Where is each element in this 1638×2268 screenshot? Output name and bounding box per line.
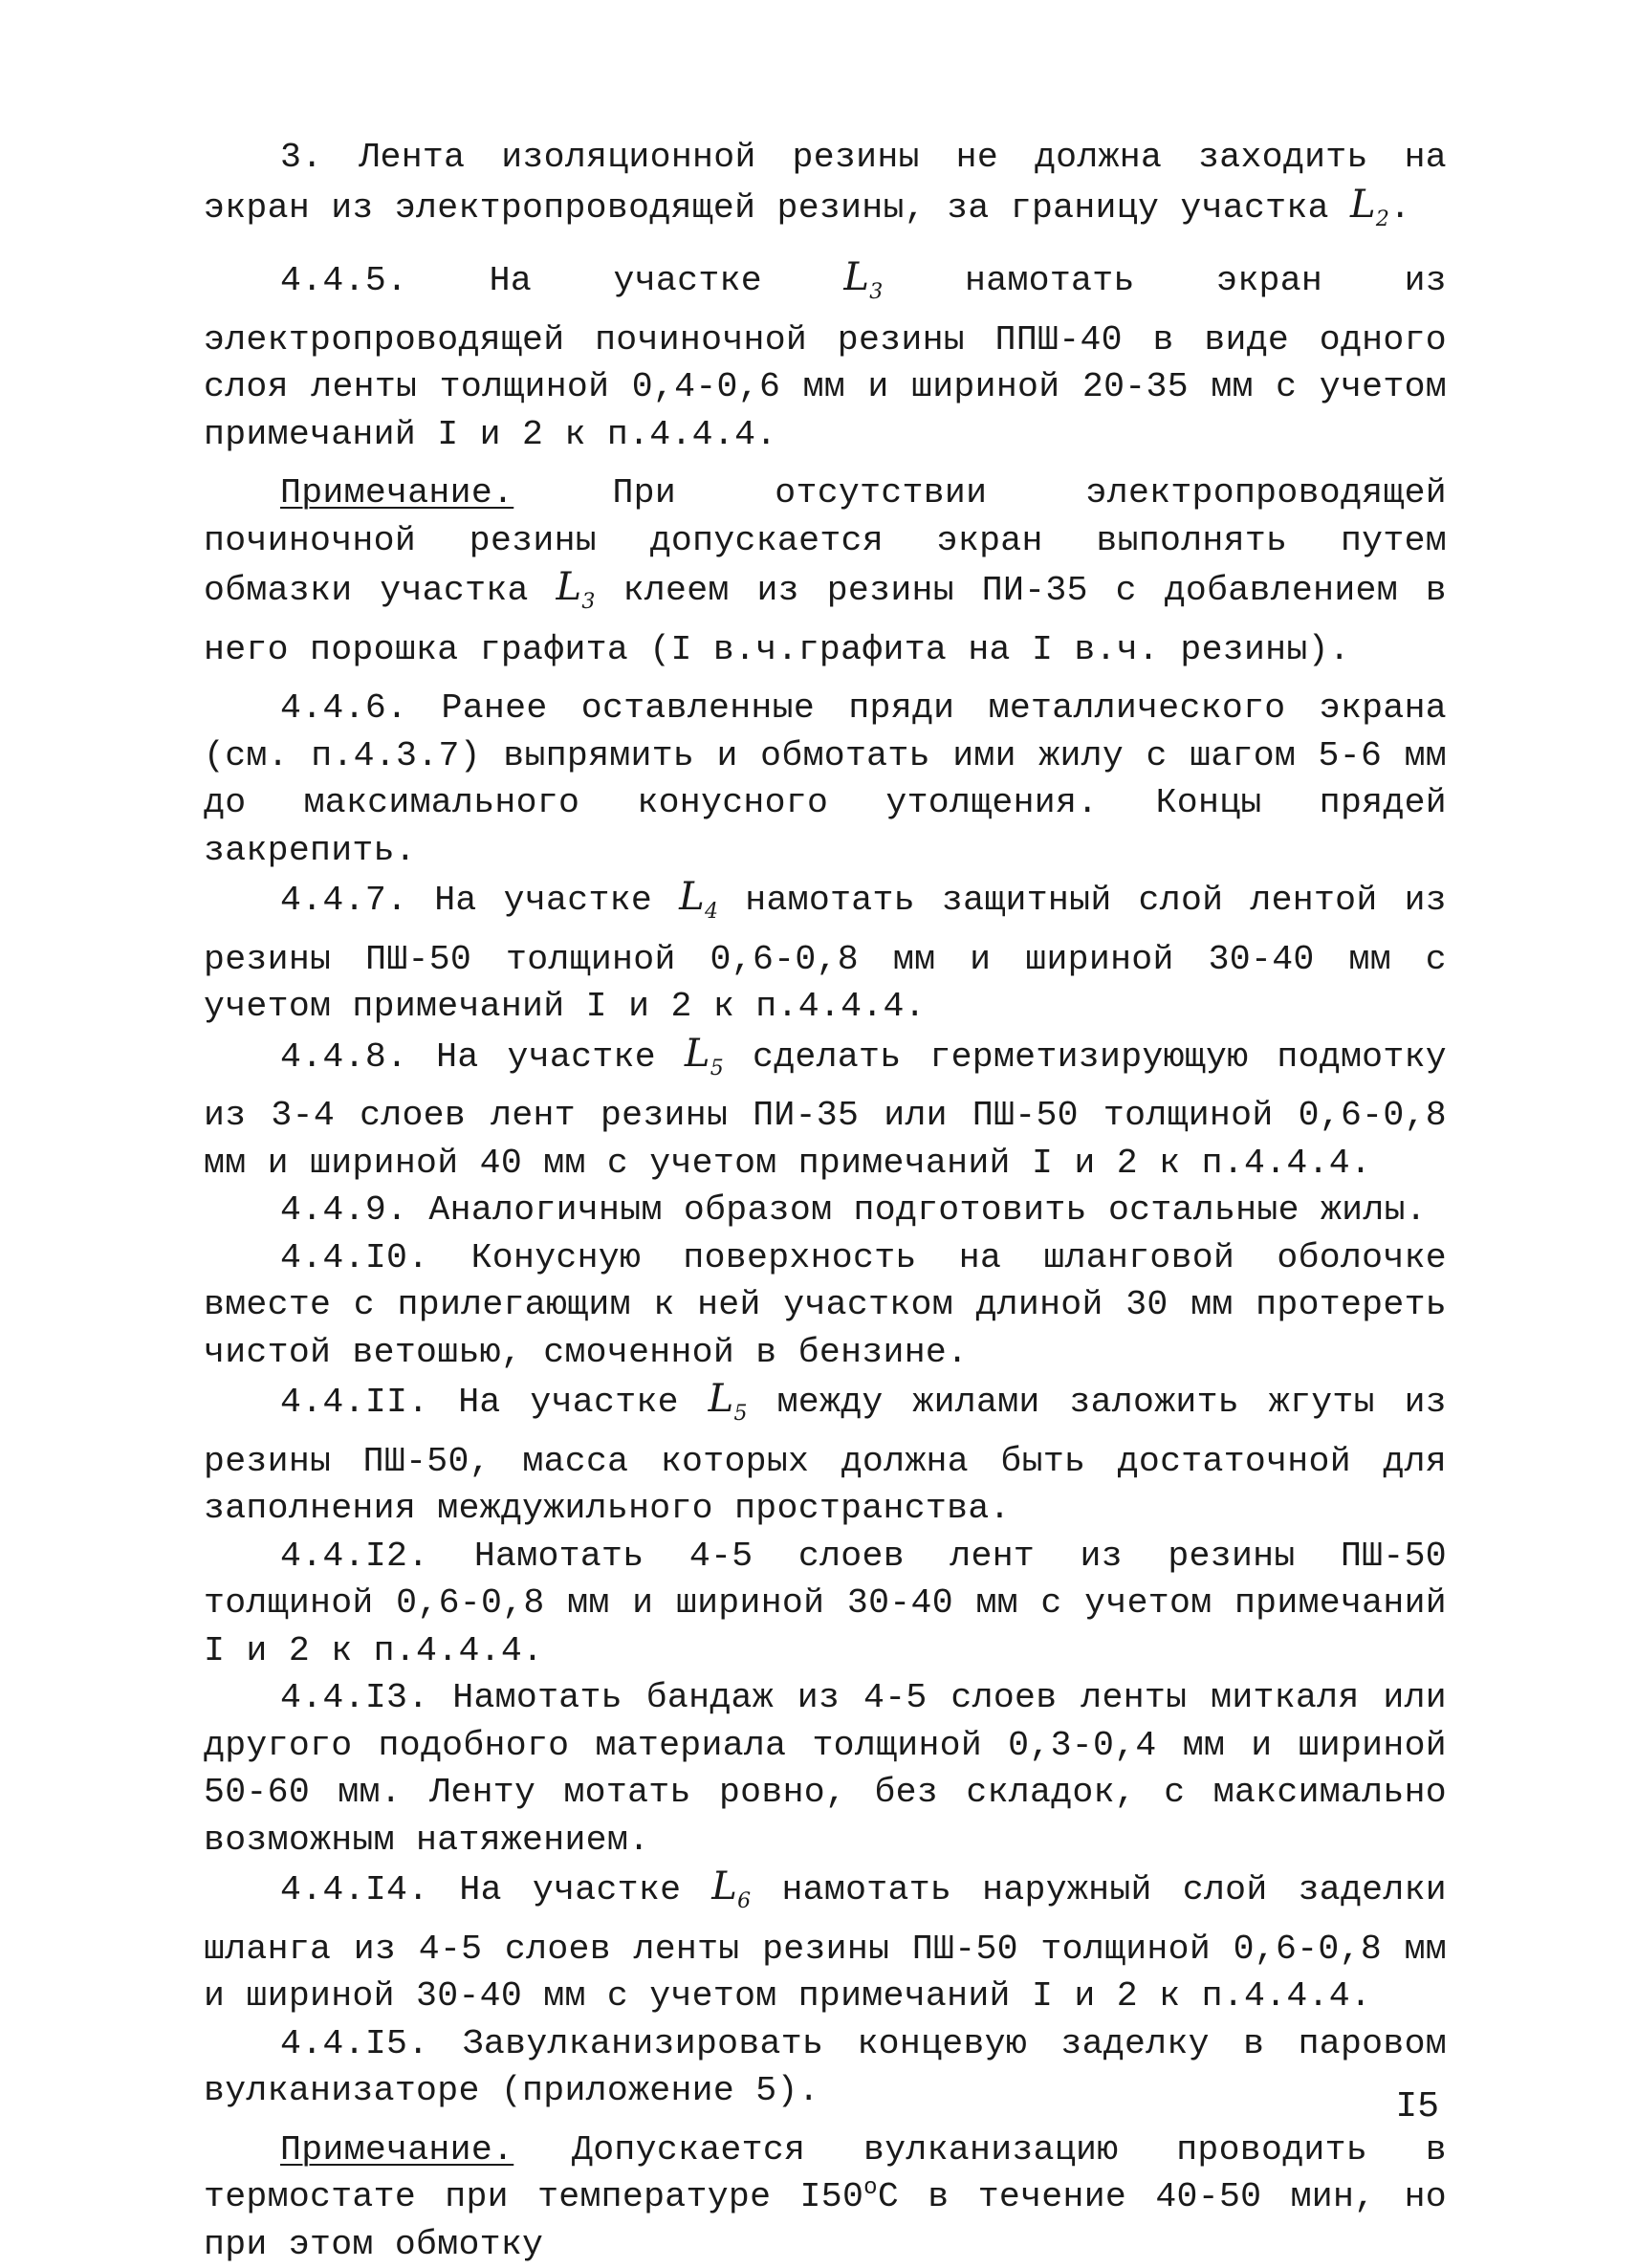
note-label: Примечание. [280, 473, 513, 512]
paragraph-4-4-12: 4.4.I2. Намотать 4-5 слоев лент из резины ПШ-50 толщиной 0,6-0,8 мм и шириной 30-40 мм с учетом примечаний I и 2 к п.4.4.4. [204, 1533, 1447, 1675]
paragraph-4-4-5: 4.4.5. На участке $L_3$ намотать экран из электропроводящей починочной резины ППШ-40 в виде одного слоя ленты толщиной 0,4-0,6 мм и шириной 20-35 мм с учетом примечаний I и 2 к п.4.4.4. [204, 254, 1447, 458]
paragraph-4-4-7: 4.4.7. На участке $L_4$ намотать защитный слой лентой из резины ПШ-50 толщиной 0,6-0,8 мм и шириной 30-40 мм с учетом примечаний I и 2 к п.4.4.4. [204, 874, 1447, 1031]
segment-l3-symbol: $L_3$ [843, 255, 883, 299]
page-number: I5 [1395, 2086, 1439, 2127]
degree-sign: о [863, 2175, 878, 2201]
segment-l2-symbol: $L_2$ [1350, 183, 1389, 227]
paragraph-4-4-6: 4.4.6. Ранее оставленные пряди металлического экрана (см. п.4.3.7) выпрямить и обмотать ими жилу с шагом 5-6 мм до максимального конусного утолщения. Концы прядей закрепить. [204, 685, 1447, 874]
note-4-4-5: Примечание. При отсутствии электропроводящей починочной резины допускается экран выполнять путем обмазки участка $L_3$ клеем из резины ПИ-35 с добавлением в него порошка графита (I в.ч.графита на I в.ч. резины). [204, 469, 1447, 673]
segment-l4-symbol: $L_4$ [679, 875, 718, 919]
segment-l5-symbol: $L_5$ [685, 1032, 724, 1076]
note-4-4-15: Примечание. Допускается вулканизацию проводить в термостате при температуре $I50^оС$ в течение 40-50 мин, но при этом обмотку [204, 2126, 1447, 2268]
segment-l6-symbol: $L_6$ [711, 1865, 751, 1908]
paragraph-4-4-15: 4.4.I5. Завулканизировать концевую заделку в паровом вулканизаторе (приложение 5). [204, 2020, 1447, 2115]
paragraph-4-4-14: 4.4.I4. На участке $L_6$ намотать наружный слой заделки шланга из 4-5 слоев ленты резины ПШ-50 толщиной 0,6-0,8 мм и шириной 30-40 мм с учетом примечаний I и 2 к п.4.4.4. [204, 1864, 1447, 2020]
segment-l5-symbol: $L_5$ [709, 1377, 748, 1421]
body-text [204, 134, 1447, 2268]
paragraph-4-4-9: 4.4.9. Аналогичным образом подготовить остальные жилы. [204, 1187, 1447, 1234]
paragraph-4-4-8: 4.4.8. На участке $L_5$ сделать герметизирующую подмотку из 3-4 слоев лент резины ПИ-35 или ПШ-50 толщиной 0,6-0,8 мм и шириной 40 мм с учетом примечаний I и 2 к п.4.4.4. [204, 1031, 1447, 1188]
paragraph-4-4-11: 4.4.II. На участке $L_5$ между жилами заложить жгуты из резины ПШ-50, масса которых должна быть достаточной для заполнения междужильного пространства. [204, 1376, 1447, 1533]
paragraph-4-4-13: 4.4.I3. Намотать бандаж из 4-5 слоев ленты миткаля или другого подобного материала толщиной 0,3-0,4 мм и шириной 50-60 мм. Ленту мотать ровно, без складок, с максимально возможным натяжением. [204, 1674, 1447, 1864]
paragraph-4-4-10: 4.4.I0. Конусную поверхность на шланговой оболочке вместе с прилегающим к ней участком длиной 30 мм протереть чистой ветошью, смоченной в бензине. [204, 1234, 1447, 1377]
segment-l3-symbol: $L_3$ [557, 565, 596, 609]
note-label: Примечание. [280, 2130, 513, 2170]
paragraph-3: 3. Лента изоляционной резины не должна заходить на экран из электропроводящей резины, за границу участка $L_2$. [204, 134, 1447, 243]
